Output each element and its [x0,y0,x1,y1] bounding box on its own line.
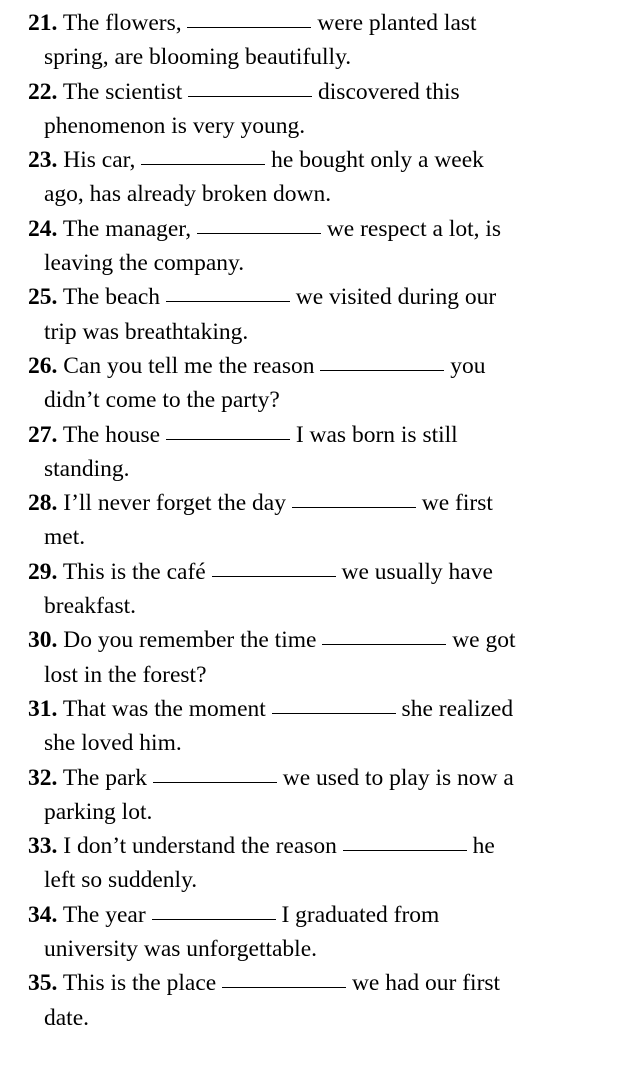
sentence-continuation: met. [44,524,86,551]
answer-blank[interactable] [272,712,396,714]
sentence-before-blank: The scientist [62,78,183,105]
sentence-first-line [28,418,621,452]
sentence-before-blank: The beach [62,284,161,311]
answer-blank[interactable] [197,232,321,234]
sentence-after-blank: discovered this [318,78,460,105]
sentence-after-blank: she realized [401,695,514,722]
answer-blank[interactable] [141,163,265,165]
answer-blank[interactable] [292,506,416,508]
sentence-continuation: trip was breathtaking. [44,318,249,345]
sentence-after-blank: we had our first [351,970,501,997]
sentence-before-blank: The year [62,901,146,928]
sentence-after-blank: we got [452,627,516,654]
exercise-item [28,6,621,75]
sentence-first-line [28,829,621,863]
exercise-item [28,829,621,898]
exercise-item [28,555,621,624]
answer-blank[interactable] [322,643,446,645]
sentence-after-blank: he [472,833,495,860]
item-number: 26. [28,352,58,379]
answer-blank[interactable] [188,95,312,97]
answer-blank[interactable] [152,918,276,920]
item-number: 25. [28,284,58,311]
sentence-after-blank: he bought only a week [271,147,484,174]
exercise-item [28,761,621,830]
sentence-before-blank: The manager, [62,215,192,242]
sentence-before-blank: His car, [63,147,136,174]
sentence-after-blank: I graduated from [281,901,440,928]
sentence-continuation: leaving the company. [44,250,245,277]
exercise-item [28,212,621,281]
sentence-continuation: didn’t come to the party? [44,387,280,414]
sentence-after-blank: we visited during our [295,284,497,311]
sentence-continuation: university was unforgettable. [44,936,318,963]
answer-blank[interactable] [320,369,444,371]
sentence-after-blank: we first [421,490,493,517]
answer-blank[interactable] [212,575,336,577]
sentence-continuation: breakfast. [44,593,136,620]
item-number: 22. [28,78,58,105]
sentence-continuation: lost in the forest? [44,661,207,688]
sentence-before-blank: The flowers, [62,10,182,36]
item-number: 33. [28,833,58,860]
sentence-continuation: spring, are blooming beautifully. [44,44,352,71]
sentence-first-line [28,6,621,40]
sentence-first-line [28,486,621,520]
sentence-continuation: standing. [44,455,130,482]
answer-blank[interactable] [166,438,290,440]
sentence-before-blank: The park [62,764,147,791]
answer-blank[interactable] [153,781,277,783]
sentence-before-blank: Can you tell me the reason [63,352,315,379]
exercise-item [28,75,621,144]
exercise-item [28,898,621,967]
sentence-before-blank: I don’t understand the reason [63,833,337,860]
answer-blank[interactable] [187,26,311,28]
sentence-before-blank: I’ll never forget the day [63,490,286,517]
sentence-first-line [28,692,621,726]
item-number: 24. [28,215,58,242]
sentence-first-line [28,349,621,383]
item-number: 34. [28,901,58,928]
sentence-after-blank: I was born is still [295,421,458,448]
sentence-after-blank: we used to play is now a [282,764,514,791]
sentence-continuation: date. [44,1004,90,1031]
item-number: 31. [28,695,58,722]
sentence-first-line [28,623,621,657]
sentence-continuation: she loved him. [44,730,182,757]
item-number: 27. [28,421,58,448]
answer-blank[interactable] [222,986,346,988]
sentence-before-blank: Do you remember the time [63,627,317,654]
sentence-before-blank: This is the place [62,970,217,997]
exercise-item [28,486,621,555]
exercise-item [28,623,621,692]
sentence-continuation: ago, has already broken down. [44,181,332,208]
sentence-first-line [28,75,621,109]
exercise-list [28,6,621,1035]
sentence-after-blank: were planted last [317,10,477,36]
sentence-after-blank: we usually have [341,558,493,585]
sentence-first-line [28,143,621,177]
item-number: 28. [28,490,58,517]
item-number: 35. [28,970,58,997]
item-number: 30. [28,627,58,654]
exercise-item [28,349,621,418]
exercise-item [28,143,621,212]
exercise-item [28,280,621,349]
sentence-continuation: parking lot. [44,798,153,825]
sentence-before-blank: The house [62,421,161,448]
sentence-first-line [28,555,621,589]
sentence-first-line [28,761,621,795]
sentence-first-line [28,898,621,932]
sentence-continuation: left so suddenly. [44,867,198,894]
sentence-continuation: phenomenon is very young. [44,112,306,139]
sentence-before-blank: This is the café [62,558,206,585]
item-number: 21. [28,10,58,36]
item-number: 23. [28,147,58,174]
sentence-after-blank: we respect a lot, is [326,215,502,242]
answer-blank[interactable] [343,849,467,851]
exercise-item [28,418,621,487]
exercise-item [28,966,621,1035]
exercise-item [28,692,621,761]
item-number: 32. [28,764,58,791]
sentence-first-line [28,280,621,314]
sentence-after-blank: you [450,352,486,379]
sentence-first-line [28,966,621,1000]
answer-blank[interactable] [166,300,290,302]
sentence-before-blank: That was the moment [62,695,266,722]
sentence-first-line [28,212,621,246]
item-number: 29. [28,558,58,585]
